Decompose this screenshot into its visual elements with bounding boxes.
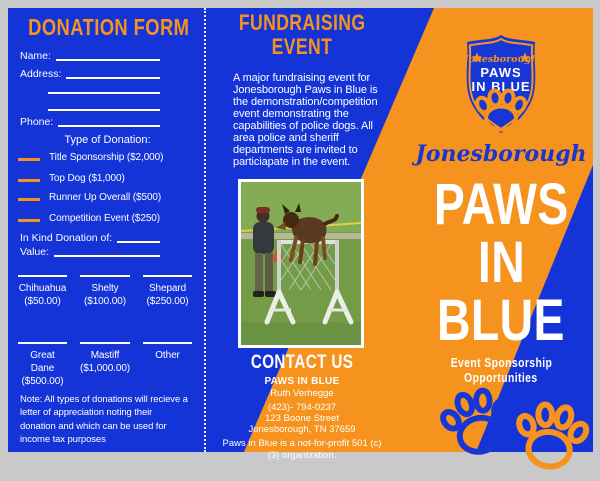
fundraising-event-title: FUNDRAISING EVENT [238, 10, 366, 59]
address-blank-line-2 [48, 92, 160, 94]
checkbox-blank-line [18, 158, 40, 161]
contact-name: Ruth Verhegge [270, 388, 334, 399]
value-label: Value: [20, 246, 49, 258]
name-field [20, 50, 160, 63]
trifold-brochure [8, 8, 593, 461]
event-description: A major fundraising event for Jonesborough Paws in Blue is the demonstration/competition event demonstrating the capabilities of police dogs. All area police and sheriff departments are invited to particiapate in the event. [233, 72, 378, 168]
sponsorship-subtitle: Event Sponsorship Opportunities [450, 355, 552, 385]
donation-form-title: DONATION FORM [28, 14, 190, 40]
checkbox-blank-line [18, 219, 40, 222]
value-field [20, 246, 160, 259]
donation-form-panel [8, 8, 207, 452]
script-title: Jonesborough [415, 141, 587, 167]
big-title-line: IN [477, 230, 525, 295]
tier-cell: Shepard ($250.00) [143, 275, 192, 308]
badge-wrap [415, 32, 587, 141]
donation-option [18, 192, 161, 203]
option-label: Runner Up Overall ($500) [49, 192, 162, 203]
name-label: Name: [20, 50, 51, 62]
contact-city: Jonesborough, TN 37659 [248, 424, 356, 435]
contact-org: PAWS IN BLUE [264, 376, 340, 387]
contact-street: 123 Boone Street [265, 413, 339, 424]
option-label: Competition Event ($250) [49, 213, 160, 224]
checkbox-blank-line [18, 198, 40, 201]
name-blank-line [56, 59, 160, 61]
address-blank-line-3 [48, 109, 160, 111]
type-of-donation-heading: Type of Donation: [64, 134, 151, 146]
in-kind-field [20, 232, 160, 245]
option-label: Title Sponsorship ($2,000) [49, 152, 164, 163]
donation-option [18, 173, 125, 184]
svg-text:IN BLUE: IN BLUE [471, 79, 531, 94]
police-badge-logo [454, 32, 548, 136]
big-title-line: BLUE [437, 288, 565, 353]
address-field [20, 68, 160, 81]
tier-cell: Other [143, 342, 192, 388]
tier-cell: Mastiff ($1,000.00) [80, 342, 130, 388]
phone-blank-line [58, 125, 160, 127]
in-kind-label: In Kind Donation of: [20, 232, 113, 244]
nonprofit-footnote: Paws in Blue is a not-for-profit 501 (c) (3) organization. [222, 438, 382, 461]
police-dog-demo-photo [238, 179, 364, 348]
tier-cell: Shelty ($100.00) [80, 275, 130, 308]
contact-phone: (423)- 794-0237 [267, 402, 337, 413]
dog-jumping-hurdle-illustration [241, 182, 361, 345]
value-blank-line [54, 255, 160, 257]
in-kind-blank-line [117, 241, 160, 243]
donation-tier-grid [18, 275, 192, 388]
phone-label: Phone: [20, 116, 54, 128]
big-title-line: PAWS [433, 172, 569, 237]
svg-text:PAWS: PAWS [480, 65, 522, 80]
donation-option [18, 213, 160, 224]
phone-field [20, 116, 160, 129]
paw-print-icon [503, 390, 599, 480]
address-blank-line [66, 77, 160, 79]
tier-cell: Great Dane ($500.00) [18, 342, 67, 388]
svg-text:Jonesborough: Jonesborough [464, 54, 538, 65]
address-label: Address: [20, 68, 62, 80]
contact-us-heading: CONTACT US [250, 352, 354, 373]
option-label: Top Dog ($1,000) [49, 173, 125, 184]
donation-note: Note: All types of donations will recieve a letter of appreciation noting their donation and which can be used for income tax purposes [20, 394, 188, 445]
tier-cell: Chihuahua ($50.00) [18, 275, 67, 308]
fundraising-event-panel [197, 8, 407, 461]
checkbox-blank-line [18, 179, 40, 182]
donation-option [18, 152, 163, 163]
